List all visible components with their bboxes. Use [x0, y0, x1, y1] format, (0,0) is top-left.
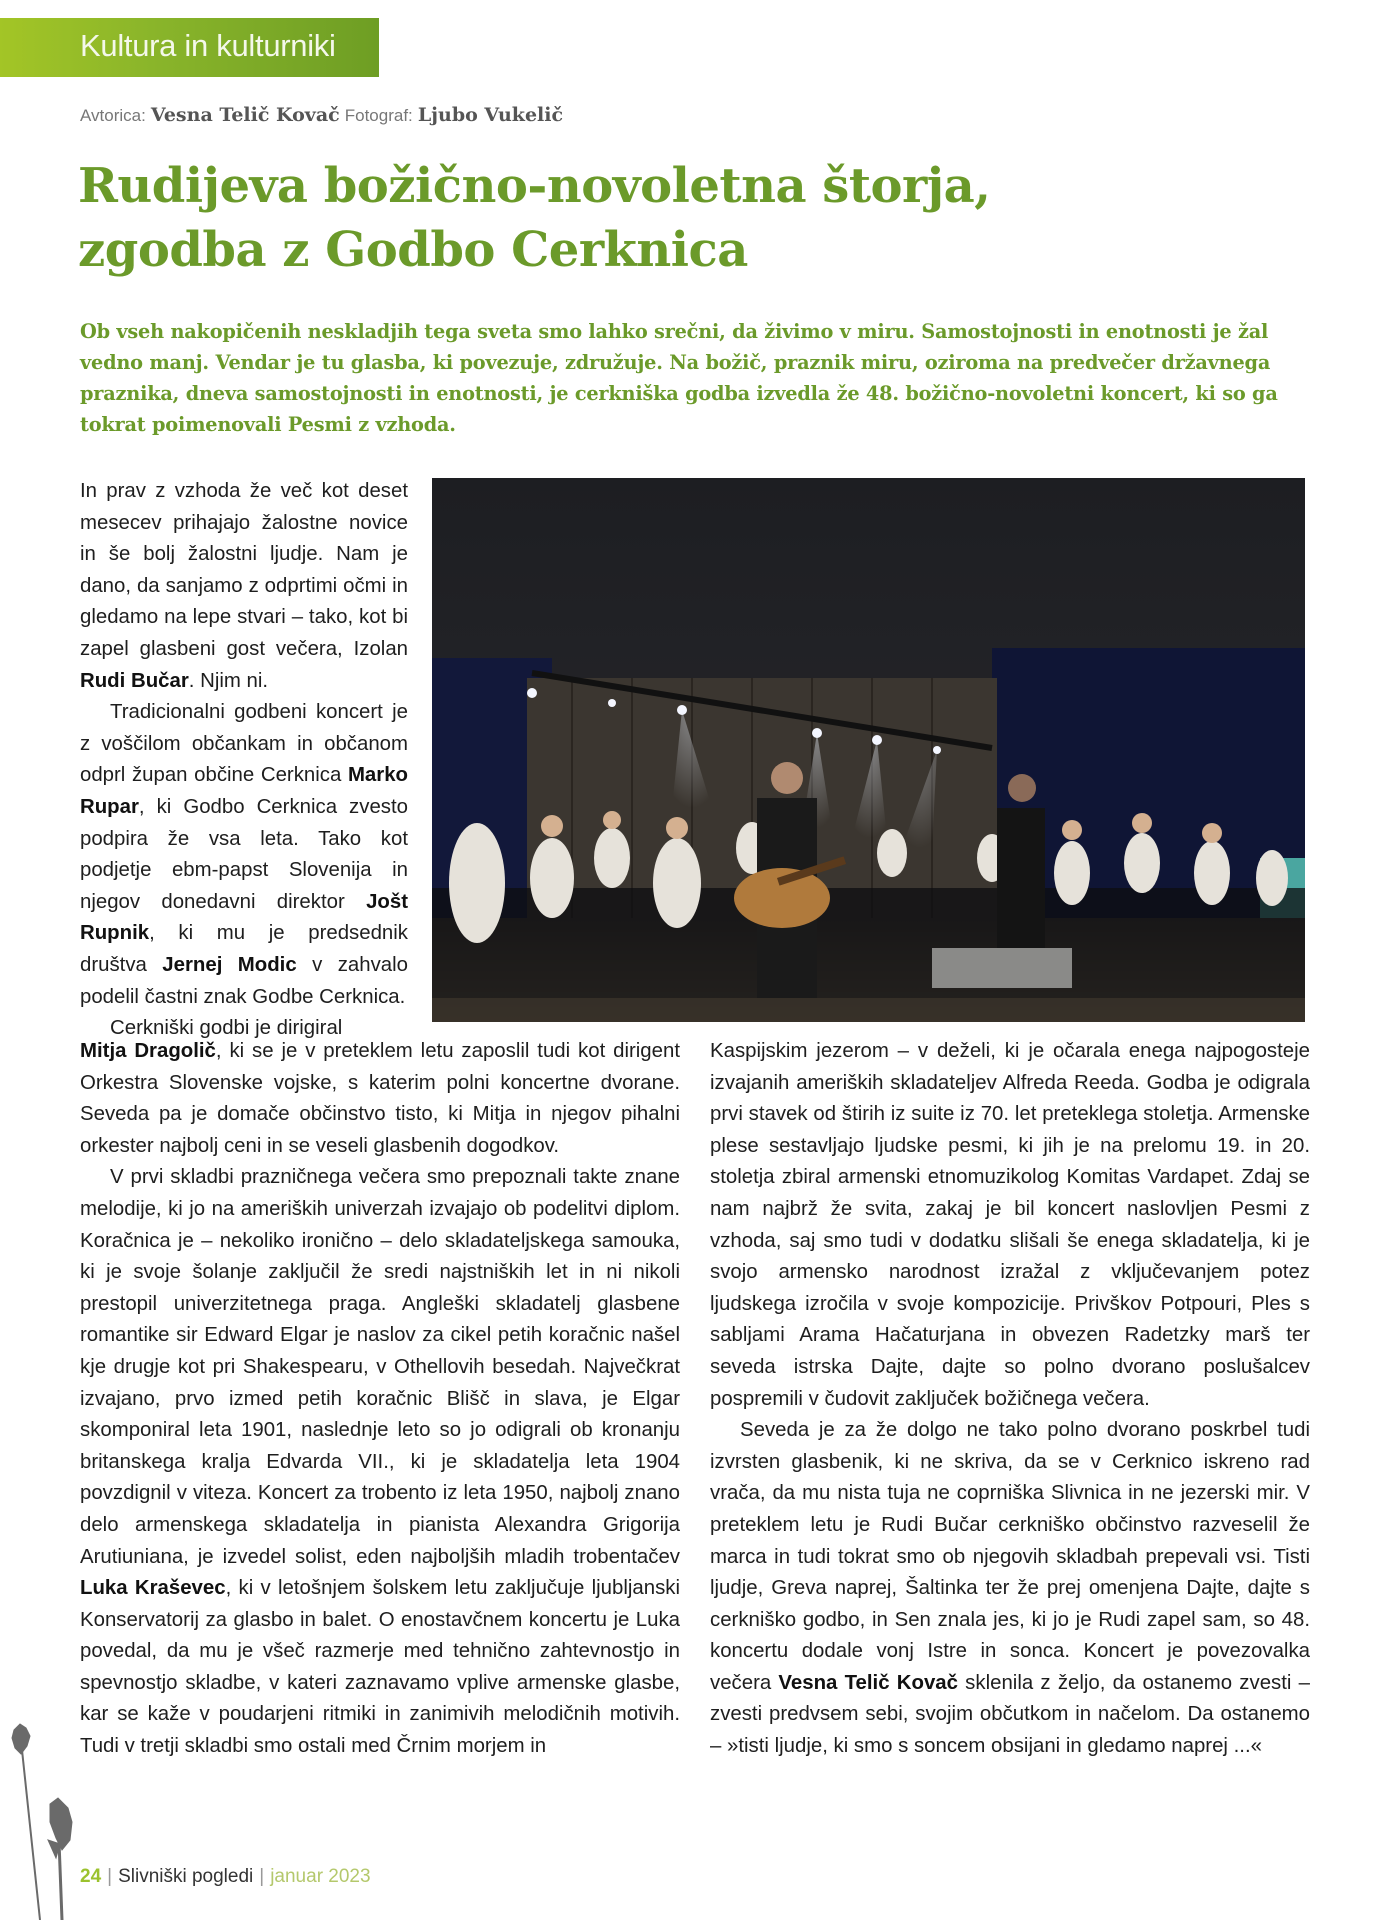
person-name: Marko Rupar	[80, 764, 408, 818]
section-label: Kultura in kulturniki	[80, 28, 336, 63]
title-line-1: Rudijeva božično-novoletna štorja,	[78, 158, 991, 214]
title-line-2: zgodba z Godbo Cerknica	[78, 222, 748, 278]
text: Kaspijskim jezerom – v deželi, ki je očarala enega najpogosteje izvajanih ameriških skladateljev Alfreda Reeda. Godba je odigrala prvi stavek od štirih iz suite iz 70. let preteklega stoletja. Armenske plese sestavljajo ljudske pesmi, ki jih je na prelomu 19. in 20. stoletja zbiral armenski etnomuzikolog Komitas Vardapet. Zdaj se nam najbrž že svita, zakaj je bil koncert naslovljen Pesmi z vzhoda, saj smo tudi v dodatku slišali še enega skladatelja, ki je svojo armensko narodnost izražal z vključevanjem potez ljudskega izročila v svoje kompozicije. Privškov Potpouri, Ples s sabljami Arama Hačaturjana in obvezen Radetzky marš ter seveda istrska Dajte, dajte so polno dvorano poslušalcev pospremili v čudovit zaključek božičnega večera.	[710, 1040, 1310, 1410]
text: . Njim ni.	[188, 669, 269, 692]
concert-photo	[432, 478, 1305, 1022]
paragraph	[710, 1036, 1310, 1415]
person-name: Jernej Modic	[162, 953, 297, 976]
author-label: Avtorica:	[80, 106, 146, 125]
plant-decoration-icon	[0, 1720, 80, 1920]
concert-photo-image	[432, 478, 1305, 1022]
publication-name: Slivniški pogledi	[118, 1866, 254, 1887]
page-footer	[80, 1866, 371, 1888]
text: Seveda je za že dolgo ne tako polno dvorano poskrbel tudi izvrsten glasbenik, ki ne skriva, da se v Cerknico iskreno rad vrača, da mu nista tuja ne coprniška Slivnica in ne jezerski mir. V preteklem letu je Rudi Bučar cerkniško občinstvo razveselil že marca in tudi tokrat smo ob njegovih skladbah prepevali vsi. Tisti ljudje, Greva naprej, Šaltinka ter že prej omenjena Dajte, dajte s cerkniško godbo, in Sen znala jes, ki jo je Rudi zapel sam, so 48. koncertu dodale vonj Istre in sonca. Koncert je povezovalka večera	[710, 1419, 1310, 1694]
paragraph	[80, 476, 408, 697]
text: Cerkniški godbi je dirigiral	[110, 1017, 343, 1040]
text: Tradicionalni godbeni koncert je z voščilom občankam in občanom odprl župan občine Cerknica	[80, 701, 408, 787]
text: , ki Godbo Cerknica zvesto podpira že vsa leta. Tako kot podjetje ebm-papst Slovenija in njegov donedavni direktor	[80, 795, 408, 913]
text: v zahvalo podelil častni znak Godbe Cerknica.	[80, 953, 408, 1008]
text: V prvi skladbi prazničnega večera smo prepoznali takte znane melodije, ki jo na ameriških univerzah izvajajo ob podelitvi diplom. Koračnica je – nekoliko ironično – delo skladateljskega samouka, ki je svoje šolanje zaključil že sredi najstniških let in ni nikoli prestopil univerzitetnega praga. Angleški skladatelj glasbene romantike sir Edward Elgar je naslov za cikel petih koračnic našel kje drugje kot pri Shakespearu, v Othellovih besedah. Največkrat izvajano, prvo izmed petih koračnic Blišč in slava, je Elgar skomponiral leta 1901, naslednje leto so jo odigrali ob kronanju britanskega kralja Edvarda VII., ki je skladatelja leta 1904 povzdignil v viteza. Koncert za trobento iz leta 1950, najbolj znano delo armenskega skladatelja in pianista Alexandra Grigorija Arutiuniana, je izvedel solist, eden najboljših mladih trobentačev	[80, 1166, 680, 1568]
text: , ki mu je predsednik društva	[80, 922, 408, 976]
person-name: Vesna Telič Kovač	[778, 1671, 958, 1694]
left-column	[80, 1036, 680, 1763]
text: , ki se je v preteklem letu zaposlil tudi kot dirigent Orkestra Slovenske vojske, s katerim polni koncertne dvorane. Seveda pa je domače občinstvo tisto, ki Mitja in njegov pihalni orkester najbolj ceni in se veseli glasbenih dogodkov.	[80, 1040, 680, 1157]
paragraph	[80, 1162, 680, 1762]
author-name: Vesna Telič Kovač	[150, 104, 340, 126]
photographer-label: Fotograf:	[344, 106, 413, 125]
text: , ki v letošnjem šolskem letu zaključuje ljubljanski Konservatorij za glasbo in balet. O enostavčnem koncertu je Luka povedal, da mu je všeč razmerje med tehnično zahtevnostjo in spevnostjo skladbe, v kateri zaznavamo vplive armenske glasbe, kar se kaže v poudarjeni ritmiki in zanimivih melodičnih motivih. Tudi v tretji skladbi smo ostali med Črnim morjem in	[80, 1577, 680, 1758]
text: sklenila z željo, da ostanemo zvesti – zvesti predvsem sebi, svojim občutkom in načelom. Da ostanemo – »tisti ljudje, ki smo s soncem obsijani in gledamo naprej ...«	[710, 1671, 1310, 1758]
person-name: Mitja Dragolič	[80, 1040, 216, 1062]
separator: |	[259, 1866, 265, 1887]
text: In prav z vzhoda že več kot deset mesecev prihajajo žalostne novice in še bolj žalostni ljudje. Nam je dano, da sanjamo z odprtimi očmi in gledamo na lepe stvari – tako, kot bi zapel glasbeni gost večera, Izolan	[80, 480, 408, 660]
issue-date: januar 2023	[270, 1866, 371, 1887]
article-title	[78, 154, 990, 282]
byline	[80, 104, 563, 126]
photographer-name: Ljubo Vukelič	[417, 104, 564, 126]
section-header	[0, 18, 379, 77]
person-name: Luka Kraševec	[80, 1577, 226, 1600]
person-name: Rudi Bučar	[80, 669, 189, 692]
paragraph	[710, 1415, 1310, 1763]
paragraph	[80, 1036, 680, 1162]
separator: |	[107, 1866, 113, 1887]
right-column	[710, 1036, 1310, 1763]
page-number: 24	[80, 1866, 102, 1887]
person-name: Jošt Rupnik	[80, 890, 408, 945]
article-lead: Ob vseh nakopičenih neskladjih tega sveta smo lahko srečni, da živimo v miru. Samostojnosti in enotnosti je žal vedno manj. Vendar je tu glasba, ki povezuje, združuje. Na božič, praznik miru, oziroma na predvečer državnega praznika, dneva samostojnosti in enotnosti, je cerkniška godba izvedla že 48. božično-novoletni koncert, ki so ga tokrat poimenovali Pesmi z vzhoda.	[80, 320, 1278, 436]
paragraph	[80, 697, 408, 1013]
narrow-column	[80, 476, 408, 1045]
